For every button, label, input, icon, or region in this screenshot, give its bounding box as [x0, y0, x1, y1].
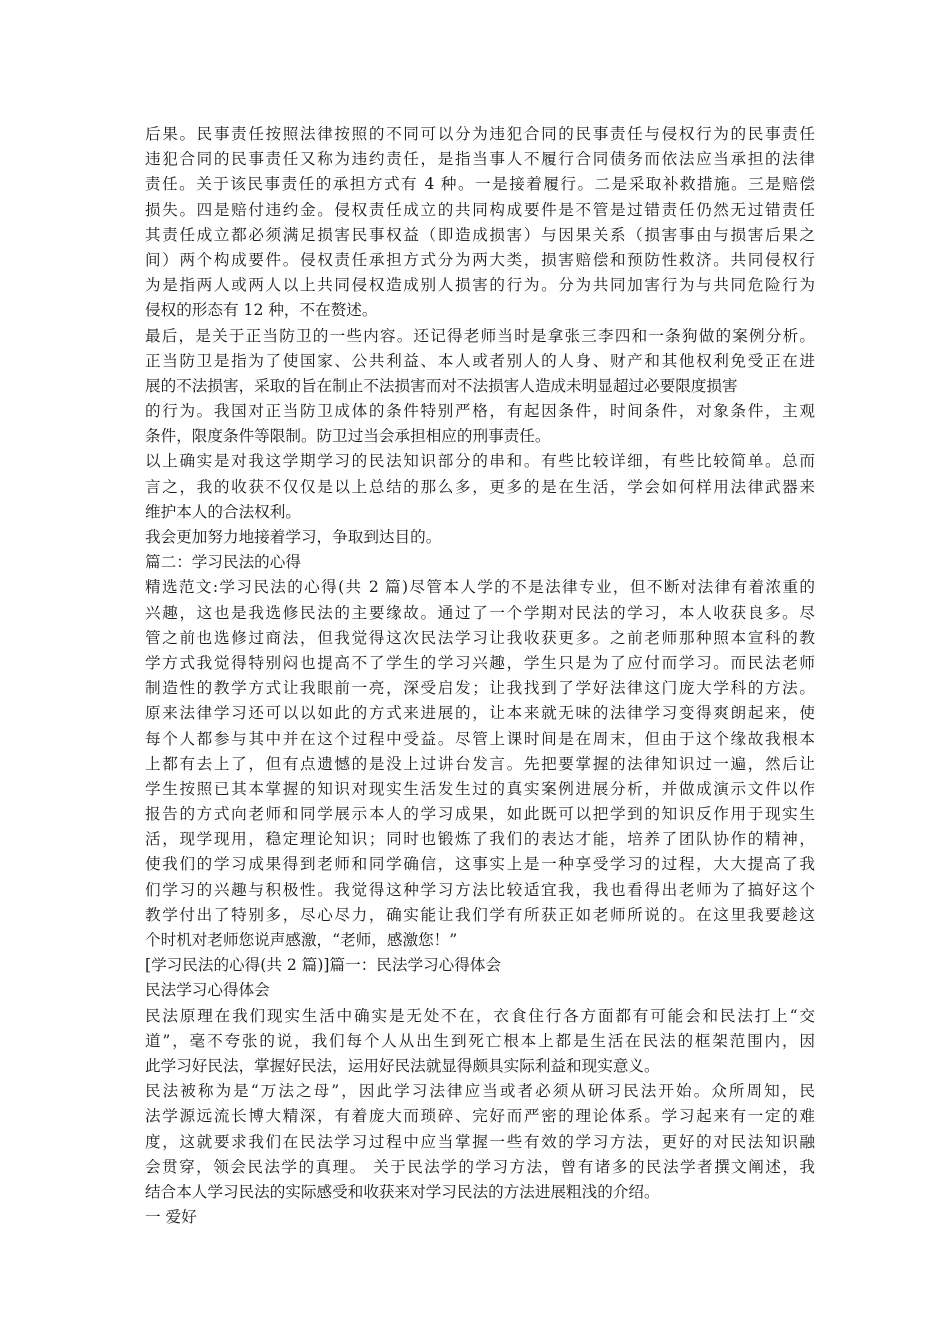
- text-line: 个时机对老师您说声感激，“老师，感激您！”: [145, 931, 458, 949]
- text-line: 道”，毫不夸张的说，我们每个人从出生到死亡根本上都是生活在民法的框架范围内，因: [145, 1031, 815, 1050]
- text-line: [学习民法的心得(共 2 篇)]篇一：民法学习心得体会: [145, 956, 502, 975]
- text-line: 制造性的教学方式让我眼前一亮，深受启发；让我找到了学好法律这门庞大学科的方法。: [145, 679, 815, 698]
- text-line: 每个人都参与其中并在这个过程中受益。尽管上课时间是在周末，但由于这个缘故我根本: [145, 729, 815, 748]
- text-line: 责任。关于该民事责任的承担方式有 4 种。一是接着履行。二是采取补救措施。三是赔偿: [145, 175, 815, 194]
- text-line: 教学付出了特别多，尽心尽力，确实能让我们学有所获正如老师所说的。在这里我要趁这: [145, 905, 815, 924]
- text-line: 的行为。我国对正当防卫成体的条件特别严格，有起因条件，时间条件，对象条件，主观: [145, 402, 815, 421]
- text-line: 度，这就要求我们在民法学习过程中应当掌握一些有效的学习方法，更好的对民法知识融: [145, 1132, 815, 1151]
- text-line: 使我们的学习成果得到老师和同学确信，这事实上是一种享受学习的过程，大大提高了我: [145, 855, 815, 874]
- text-line: 学生按照已其本掌握的知识对现实生活发生过的真实案例进展分析，并做成演示文件以作: [145, 779, 815, 798]
- text-line: 间）两个构成要件。侵权责任承担方式分为两大类，损害赔偿和预防性救济。共同侵权行: [145, 250, 815, 269]
- text-line: 维护本人的合法权利。: [145, 502, 301, 521]
- text-line: 管之前也选修过商法，但我觉得这次民法学习让我收获更多。之前老师那种照本宣科的教: [145, 628, 815, 647]
- text-line: 活，现学现用，稳定理论知识；同时也锻炼了我们的表达才能，培养了团队协作的精神，: [145, 830, 815, 849]
- document-body: [145, 122, 815, 1230]
- text-line: 其责任成立都必须满足损害民事权益（即造成损害）与因果关系（损害事由与损害后果之: [145, 225, 815, 244]
- text-line: 兴趣，这也是我选修民法的主要缘故。通过了一个学期对民法的学习，本人收获良多。尽: [145, 603, 815, 622]
- text-line: 最后，是关于正当防卫的一些内容。还记得老师当时是拿张三李四和一条狗做的案例分析。: [145, 326, 815, 345]
- text-line: 们学习的兴趣与积极性。我觉得这种学习方法比较适宜我，我也看得出老师为了搞好这个: [145, 880, 815, 899]
- text-line: 侵权的形态有 12 种，不在赘述。: [145, 301, 378, 320]
- text-line: 篇二：学习民法的心得: [145, 553, 301, 572]
- text-line: 违犯合同的民事责任又称为违约责任，是指当事人不履行合同债务而依法应当承担的法律: [145, 150, 815, 169]
- text-line: 民法学习心得体会: [145, 981, 270, 1000]
- text-line: 原来法律学习还可以以如此的方式来进展的，让本来就无味的法律学习变得爽朗起来，使: [145, 704, 815, 723]
- text-line: 学方式我觉得特别闷也提高不了学生的学习兴趣，学生只是为了应付而学习。而民法老师: [145, 653, 815, 672]
- text-line: 展的不法损害，采取的旨在制止不法损害而对不法损害人造成未明显超过必要限度损害: [145, 376, 738, 395]
- text-line: 后果。民事责任按照法律按照的不同可以分为违犯合同的民事责任与侵权行为的民事责任: [145, 125, 815, 143]
- text-line: 为是指两人或两人以上共同侵权造成别人损害的行为。分为共同加害行为与共同危险行为: [145, 276, 815, 295]
- text-line: 正当防卫是指为了使国家、公共利益、本人或者别人的人身、财产和其他权利免受正在进: [145, 351, 815, 370]
- text-line: 报告的方式向老师和同学展示本人的学习成果，如此既可以把学到的知识反作用于现实生: [145, 805, 815, 824]
- text-line: 民法原理在我们现实生活中确实是无处不在，衣食住行各方面都有可能会和民法打上“交: [145, 1006, 815, 1025]
- text-line: 结合本人学习民法的实际感受和收获来对学习民法的方法进展粗浅的介绍。: [145, 1182, 660, 1201]
- text-line: 民法被称为是“万法之母”，因此学习法律应当或者必须从研习民法开始。众所周知，民: [145, 1082, 815, 1101]
- text-line: 以上确实是对我这学期学习的民法知识部分的串和。有些比较详细，有些比较简单。总而: [145, 452, 815, 471]
- text-line: 上都有去上了，但有点遗憾的是没上过讲台发言。先把要掌握的法律知识过一遍，然后让: [145, 754, 815, 773]
- text-line: 精选范文:学习民法的心得(共 2 篇)尽管本人学的不是法律专业，但不断对法律有着浓重的: [145, 578, 815, 597]
- text-line: 法学源远流长博大精深，有着庞大而琐碎、完好而严密的理论体系。学习起来有一定的难: [145, 1107, 815, 1126]
- text-line: 会贯穿，领会民法学的真理。 关于民法学的学习方法，曾有诸多的民法学者撰文阐述，我: [145, 1157, 815, 1176]
- text-line: 言之，我的收获不仅仅是以上总结的那么多，更多的是在生活，学会如何样用法律武器来: [145, 477, 815, 496]
- text-line: 条件，限度条件等限制。防卫过当会承担相应的刑事责任。: [145, 427, 551, 446]
- text-line: 一 爱好: [145, 1208, 197, 1227]
- text-line: 此学习好民法，掌握好民法，运用好民法就显得颇具实际利益和现实意义。: [145, 1056, 660, 1075]
- text-line: 我会更加努力地接着学习，争取到达目的。: [145, 528, 442, 546]
- text-line: 损失。四是赔付违约金。侵权责任成立的共同构成要件是不管是过错责任仍然无过错责任: [145, 200, 815, 219]
